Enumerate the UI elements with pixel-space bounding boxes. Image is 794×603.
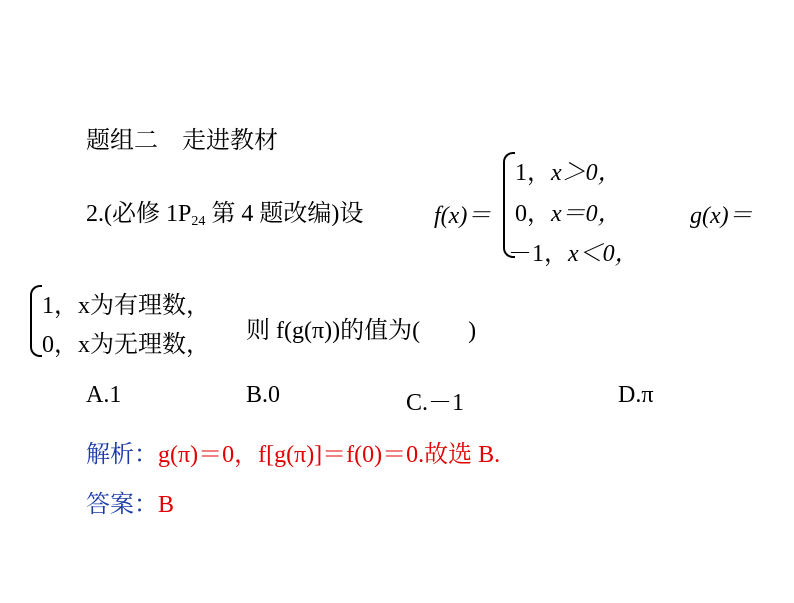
- answer-line: [86, 484, 174, 519]
- option-b: B.0: [246, 382, 281, 408]
- f-case-3: －1，x＜0，: [508, 241, 639, 267]
- option-c: C.－1: [406, 390, 465, 416]
- g-brace: [30, 285, 42, 357]
- answer-label: 答案：: [86, 492, 158, 518]
- analysis-label: 解析：: [86, 442, 158, 468]
- option-a: A.1: [86, 382, 122, 408]
- question-text: 则 f(g(π))的值为( ): [246, 318, 477, 344]
- g-case-1: 1，x为有理数，: [42, 293, 210, 319]
- f-case-1: 1，x＞0，: [515, 160, 622, 186]
- option-d: D.π: [618, 382, 654, 408]
- analysis-line: [86, 434, 500, 469]
- f-case-2: 0，x＝0，: [515, 201, 622, 227]
- section-title: 题组二 走进教材: [86, 128, 278, 154]
- f-definition-label: f(x)＝: [434, 203, 492, 229]
- problem-stem: [86, 193, 363, 230]
- g-case-2: 0，x为无理数，: [42, 332, 210, 358]
- g-definition-label: g(x)＝: [690, 203, 753, 229]
- problem-number: 2.: [86, 201, 104, 227]
- answer-text: B: [158, 492, 175, 518]
- problem-source: (必修 $1P_{24}$ 第 4 题改编)设: [104, 201, 364, 229]
- analysis-text: g(π)＝0，f[g(π)]＝f(0)＝0.故选 B.: [158, 442, 501, 468]
